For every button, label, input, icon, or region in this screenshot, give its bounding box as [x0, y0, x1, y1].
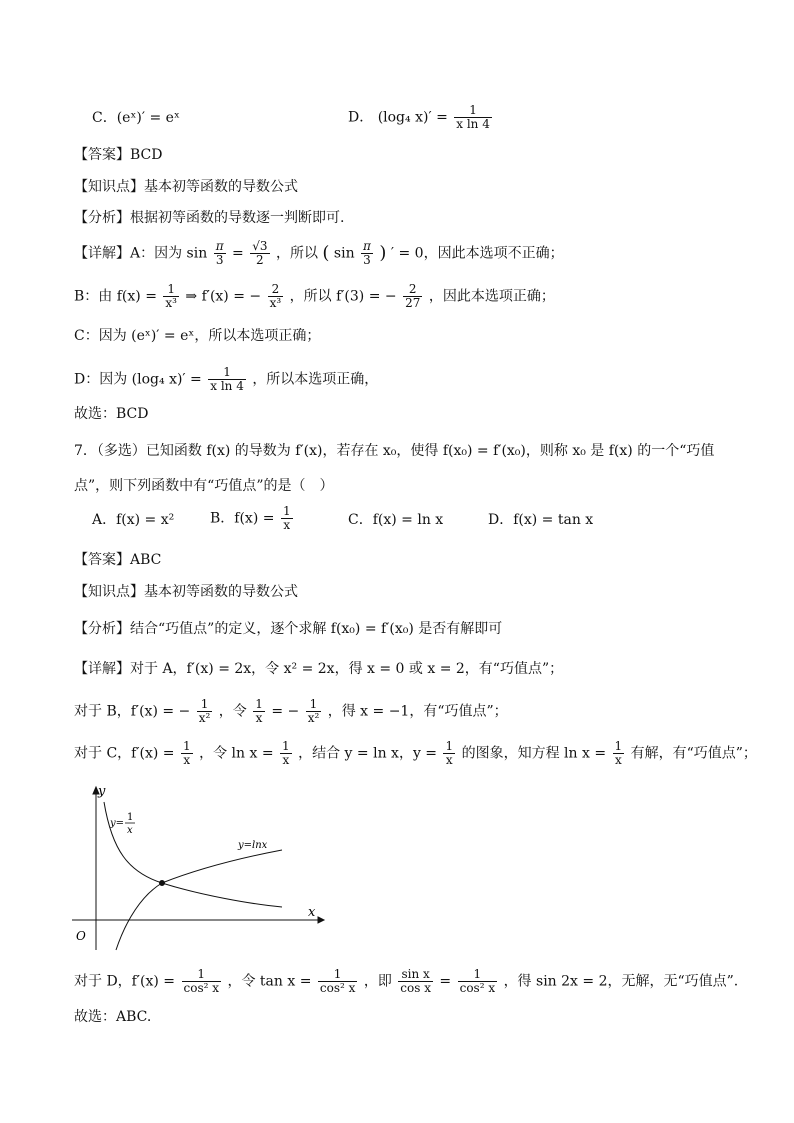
text-segment: 对于 C，f′(x) = — [74, 745, 175, 762]
fraction-denominator: cos² x — [319, 981, 356, 995]
fraction — [250, 240, 269, 267]
fraction-denominator: 2 — [256, 253, 264, 267]
fraction-denominator: x² — [307, 711, 320, 725]
curve1-label-num: 1 — [127, 812, 134, 823]
text-segment: ，令 — [218, 703, 247, 720]
text-segment: ，因此本选项正确； — [428, 288, 555, 305]
q6-knowledge: 【知识点】基本初等函数的导数公式 — [74, 179, 298, 195]
x-axis-arrow — [318, 917, 324, 923]
fraction-numerator: 1 — [458, 968, 498, 982]
fraction — [280, 740, 292, 767]
fraction-denominator: x — [283, 518, 291, 532]
q7-analysis: 【分析】结合“巧值点”的定义，逐个求解 f(x₀) = f′(x₀) 是否有解即可 — [74, 621, 503, 637]
fraction — [403, 283, 422, 310]
q7-knowledge: 【知识点】基本初等函数的导数公式 — [74, 584, 298, 600]
fraction-denominator: x ln 4 — [456, 117, 490, 131]
fraction-numerator: √3 — [252, 239, 268, 253]
fraction — [318, 968, 358, 995]
text-segment: sin — [333, 245, 355, 262]
q6-detail-d — [74, 366, 378, 393]
text-segment: 对于 D，f′(x) = — [74, 973, 176, 990]
fraction-denominator: x — [614, 753, 622, 767]
text-segment: D：因为 (log₄ x)′ = — [74, 371, 202, 388]
fraction-denominator: cos x — [400, 981, 431, 995]
text-segment: ，令 tan x = — [227, 973, 312, 990]
fraction-numerator: 2 — [403, 283, 422, 297]
fraction-numerator: 1 — [454, 104, 492, 118]
fraction — [458, 968, 498, 995]
fraction — [398, 968, 433, 995]
y-axis-label: y — [98, 784, 106, 799]
fraction-denominator: x³ — [269, 296, 282, 310]
fraction-numerator: 1 — [318, 968, 358, 982]
text-segment: B：由 f(x) = — [74, 288, 157, 305]
text-segment: ，所以 — [275, 245, 318, 262]
fraction-numerator: 1 — [282, 739, 290, 753]
option-c-text: C．(eˣ)′ = eˣ — [92, 110, 180, 126]
fraction — [253, 698, 265, 725]
text-segment: ，所以本选项正确， — [252, 371, 379, 388]
fraction-numerator: π — [215, 239, 224, 253]
text-segment: = − — [271, 703, 300, 720]
text-segment: ⇒ f′(x) = − — [185, 288, 262, 305]
fraction — [182, 968, 222, 995]
fraction-numerator: 1 — [182, 739, 191, 753]
q6-detail-b — [74, 283, 555, 310]
q6-detail-a — [74, 240, 564, 267]
fraction — [197, 698, 213, 725]
q6-analysis: 【分析】根据初等函数的导数逐一判断即可. — [74, 210, 345, 226]
fraction — [163, 283, 179, 310]
fraction-denominator: x — [255, 711, 263, 725]
fraction-numerator: 1 — [163, 283, 179, 297]
fraction-numerator: 1 — [282, 504, 291, 518]
fraction-denominator: cos² x — [459, 981, 496, 995]
fraction-denominator: x — [282, 753, 290, 767]
fraction-numerator: 1 — [182, 968, 222, 982]
fraction — [613, 740, 625, 767]
function-graph — [60, 780, 330, 955]
curve1-label-den: x — [127, 825, 133, 836]
curve-log — [116, 850, 282, 950]
text-segment: ′ = 0，因此本选项不正确； — [390, 245, 564, 262]
fraction — [306, 698, 322, 725]
q7-option-a: A．f(x) = x² — [92, 512, 175, 528]
x-axis-label: x — [308, 905, 316, 920]
text-segment: ，令 ln x = — [199, 745, 274, 762]
intersection-point — [160, 881, 165, 886]
paren-open: ( — [322, 242, 330, 264]
q7-stem-line2: 点”，则下列函数中有“巧值点”的是（ ） — [74, 478, 334, 494]
fraction-numerator: 1 — [614, 739, 623, 753]
fraction-numerator: π — [363, 239, 371, 253]
text-segment: ，所以 f′(3) = − — [289, 288, 397, 305]
curve1-label-prefix: y= — [110, 818, 125, 829]
text-segment: = — [232, 245, 244, 262]
q6-detail-c: C：因为 (eˣ)′ = eˣ，所以本选项正确； — [74, 328, 321, 344]
fraction — [208, 366, 246, 393]
q6-answer: 【答案】BCD — [74, 147, 163, 163]
fraction-denominator: 3 — [363, 253, 371, 267]
curve2-label: y=lnx — [238, 840, 268, 851]
text-segment: ，得 sin 2x = 2，无解，无“巧值点”. — [503, 973, 739, 990]
fraction-numerator: 1 — [208, 366, 246, 380]
fraction — [181, 740, 193, 767]
q7-option-d: D．f(x) = tan x — [488, 512, 594, 528]
text-segment: ，得 x = −1，有“巧值点”； — [327, 703, 508, 720]
fraction-numerator: sin x — [398, 968, 433, 982]
fraction-denominator: x² — [198, 711, 211, 725]
text-segment: = — [439, 973, 452, 990]
text-segment: 【详解】A：因为 sin — [74, 245, 208, 262]
fraction-numerator: 2 — [268, 283, 284, 297]
paren-close: ) — [379, 242, 387, 264]
option-d-prev — [348, 104, 494, 131]
option-d-lhs: (log₄ x)′ = — [377, 109, 448, 126]
option-c-prev — [92, 108, 180, 128]
fraction-denominator: x — [445, 753, 453, 767]
origin-label: O — [76, 929, 86, 943]
option-d-fraction — [454, 104, 492, 131]
fraction — [443, 740, 455, 767]
q7-detail-b — [74, 698, 508, 725]
fraction-denominator: 27 — [405, 296, 421, 310]
fraction-denominator: x — [183, 753, 191, 767]
q7-detail-d — [74, 968, 738, 995]
fraction — [268, 283, 284, 310]
fraction — [281, 505, 293, 532]
text-segment: 的图象，知方程 ln x = — [461, 745, 607, 762]
fraction-numerator: 1 — [197, 698, 213, 712]
fraction — [361, 240, 373, 267]
text-segment: 对于 B，f′(x) = − — [74, 703, 191, 720]
fraction-numerator: 1 — [306, 698, 322, 712]
q7-stem-line1: 7．（多选）已知函数 f(x) 的导数为 f′(x)，若存在 x₀，使得 f(x₀) = f′(x₀)，则称 x₀ 是 f(x) 的一个“巧值 — [74, 443, 715, 459]
option-d-label: D． — [348, 109, 374, 126]
fraction — [214, 240, 226, 267]
q7-detail-a: 【详解】对于 A，f′(x) = 2x，令 x² = 2x，得 x = 0 或 x = 2，有“巧值点”； — [74, 661, 564, 677]
fraction-denominator: x ln 4 — [210, 379, 244, 393]
fraction-numerator: 1 — [255, 697, 263, 711]
q7-detail-c — [74, 740, 757, 767]
fraction-denominator: cos² x — [183, 981, 219, 995]
fraction-numerator: 1 — [445, 739, 454, 753]
q7-answer: 【答案】ABC — [74, 552, 162, 568]
text-segment: ，即 — [363, 973, 392, 990]
text-segment: ，结合 y = ln x，y = — [298, 745, 438, 762]
q7-option-b — [210, 505, 295, 532]
q7-conclusion: 故选：ABC. — [74, 1009, 152, 1025]
text-segment: 有解，有“巧值点”； — [630, 745, 757, 762]
fraction-denominator: x³ — [165, 296, 177, 310]
q6-conclusion: 故选：BCD — [74, 406, 149, 422]
text-segment: B．f(x) = — [210, 510, 275, 527]
fraction-denominator: 3 — [215, 253, 224, 267]
q7-option-c: C．f(x) = ln x — [348, 512, 444, 528]
